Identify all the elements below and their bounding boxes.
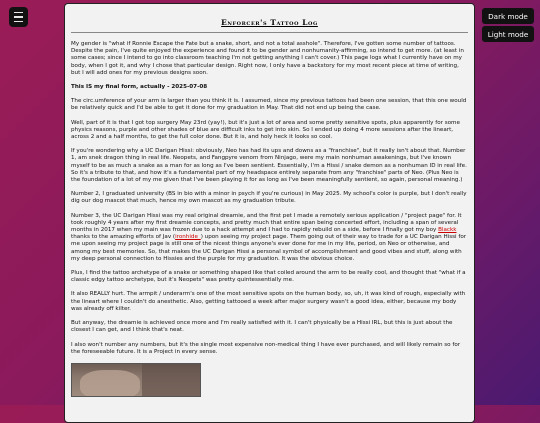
title-divider (71, 32, 468, 33)
menu-button[interactable] (9, 7, 28, 27)
entry-paragraph (71, 213, 468, 263)
entry-paragraph: The circ.umference of your arm is larger than you think it is. I assumed, since my previous tattoos had been one session, that this one would be relatively quick and I'd be able to get it done for my graduation in May. That did not end up being the case. (71, 98, 467, 112)
entry-paragraph: Plus, I find the tattoo archetype of a snake or something shaped like that coiled around the arm to be really cool, and thought that "what if a classic edgy tattoo archetype, but it's Neopets" was pretty quintessentially me. (71, 270, 466, 284)
content-panel (64, 3, 475, 423)
ironhide-link[interactable]: ironhide_ (175, 234, 201, 241)
hamburger-menu-icon-bar (14, 21, 23, 23)
entry-paragraph: It also REALLY hurt. The armpit / underarm's one of the most sensitive spots on the human body, so, uh, it was kind of rough, especially with the lineart where I couldn't do anesthetic. Also, getting tattooed a week after major surgery wasn't a good idea, either, because my body was already off kilter. (71, 291, 466, 312)
entry-paragraph: I also won't number any numbers, but it's the single most expensive non-medical thing I have ever purchased, and will likely remain so for the foreseeable future. It is a Project in every sense. (71, 341, 461, 355)
photo-detail (80, 370, 140, 397)
entry-heading: This IS my final form, actually - 2025-07-08 (71, 84, 208, 91)
light-mode-button[interactable]: Light mode (482, 26, 534, 42)
tattoo-photo (71, 363, 201, 397)
photo-detail (142, 364, 200, 396)
dark-mode-button[interactable]: Dark mode (482, 8, 534, 24)
paragraph-text: thanks to the amazing efforts of Jav ( (71, 234, 176, 241)
entry-paragraph: If you're wondering why a UC Darigan Hissi: obviously, Neo has had its ups and downs as a "franchise", but it really isn't about that. Number 1, am snek dragon thing in real life. Neopets, and Fangpyre venom from Ninjago, were my main nonhuman awakenings, but I've known myself to be as much a snake as a man for as long as I've been sentient. Essentially, I'm a Hissi / snake demon as a nonhuman ID in real life. So it's a tribute to that, and how it's a fundamental part of my headspace entirely separate from any "franchise" parts of Neo. (Plus Neo is the foundation of a lot of my me given that I've been playing it for as long as I've been meaningfully sentient, so again, personal meaning.) (71, 148, 467, 184)
entry-paragraph: Well, part of it is that I got top surgery May 23rd (yay!), but it's just a lot of area and some pretty sensitive spots, plus apparently for some physics reasons, purple and other shades of blue are difficult inks to get into skin. So I ended up doing 4 more sessions after the lineart, across 2 and a half months, to get the full color done. But it is, and holy heck it looks so cool. (71, 119, 460, 141)
hamburger-menu-icon (14, 12, 23, 14)
intro-paragraph: My gender is "what if Ronnie Escape the Fate but a snake, short, and not a total asshole". Therefore, I've gotten some number of tattoos. Despite the pain, I've quite enjoyed the experience and found it to be gender and nonhumanity-affirming, so intend to get more. (at least in some cases; since I intend to go into classroom teaching I'm not getting anything I can't cover.) This page logs what I currently have on my body, when I got it, and why I chose that particular design. Right now, I only have a backstory for my most recent piece at time of writing, but I will add ones for my previous designs soon. (71, 41, 464, 76)
page-title: Enforcer's Tattoo Log (221, 18, 318, 27)
entry-paragraph: But anyway, the dreamie is achieved once more and I'm really satisfied with it. I can't physically be a Hissi IRL, but this is just about the closest I can get, and I think that's neat. (71, 320, 453, 334)
entry-paragraph: Number 2, I graduated university (BS in bio with a minor in psych if you're curious) in May 2025. My school's color is purple, but I don't really dig our dog mascot that much, hence my own mascot as my graduation tribute. (71, 191, 467, 205)
hamburger-menu-icon-bar (14, 16, 23, 18)
paragraph-text: ) upon seeing my project page. Them going out of their way to trade for a UC Darigan Hissi for me upon seeing my project page is still one of the nicest things anyone's ever done for me in my life, period, on Neo or otherwise, and among my best memories. So, that makes the UC Darigan Hissi a personal symbol of accomplishment and good vibes and stuff, along with my deep personal connection to Hissies and the purple for my graduation. It was the obvious choice. (71, 234, 467, 262)
paragraph-text: Number 3, the UC Darigan Hissi was my real original dreamie, and the first pet I made a remotely serious application / "project page" for. It took roughly 4 years after my first dreamie concepts, and pretty much that entire span being concerted effort, including a span of several months in 2017 when my main was frozen due to a hack attempt and I had to rapidly rebuild on a side, before I finally got my boy (71, 212, 462, 234)
blackk-link[interactable]: Blackk (438, 227, 457, 234)
